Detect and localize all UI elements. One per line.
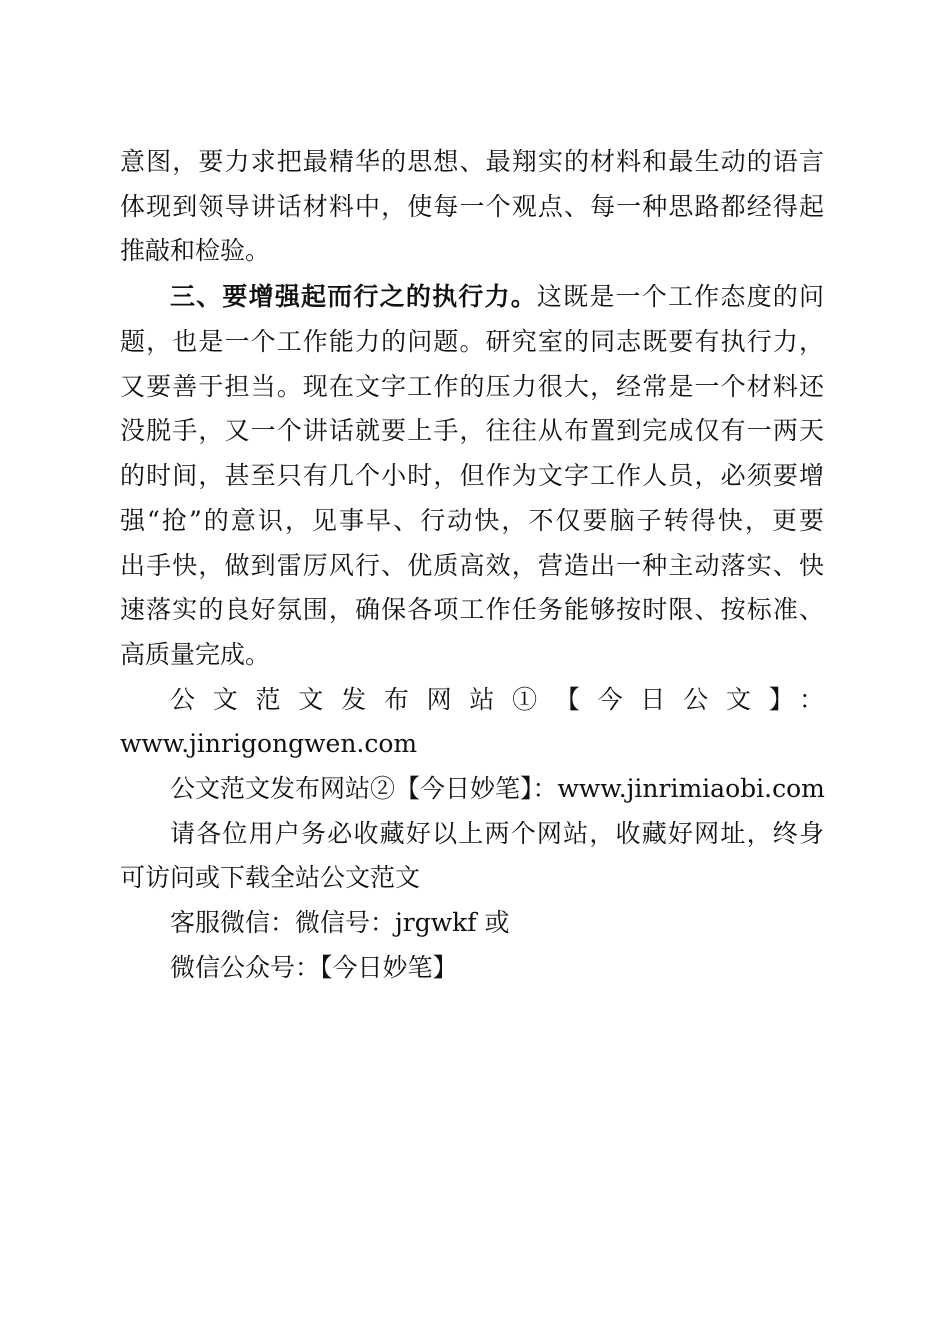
paragraph2-line8: 速落实的良好氛围，确保各项工作任务能够按时限、按标准、	[120, 595, 824, 624]
paragraph2-line7: 出手快，做到雷厉风行、优质高效，营造出一种主动落实、快	[120, 551, 824, 580]
paragraph2-line5: 的时间，甚至只有几个小时，但作为文字工作人员，必须要增	[120, 461, 824, 490]
service-line: 客服微信：微信号：jrgwkf 或	[170, 908, 510, 937]
paragraph1-line2: 体现到领导讲话材料中，使每一个观点、每一种思路都经得起	[120, 192, 824, 221]
site2-line[interactable]: 公文范文发布网站②【今日妙笔】：www.jinrimiaobi.com	[170, 774, 825, 803]
paragraph2-line9: 高质量完成。	[120, 640, 271, 669]
paragraph2-line1-text: 这既是一个工作态度的问	[536, 282, 824, 311]
notice-line1: 请各位用户务必收藏好以上两个网站，收藏好网址，终身	[170, 819, 824, 848]
notice-line2: 可访问或下载全站公文范文	[120, 863, 421, 892]
site1-url[interactable]: www.jinrigongwen.com	[120, 729, 418, 758]
paragraph1-line3: 推敲和检验。	[120, 236, 271, 265]
section-heading: 三、要增强起而行之的执行力。	[170, 282, 537, 311]
paragraph1-line1: 意图，要力求把最精华的思想、最翔实的材料和最生动的语言	[120, 147, 824, 176]
paragraph2-line6: 强“抢”的意识，见事早、行动快，不仅要脑子转得快，更要	[120, 506, 824, 535]
paragraph2-line3: 又要善于担当。现在文字工作的压力很大，经常是一个材料还	[120, 372, 824, 401]
site1-line1: 公文范文发布网站①【今日公文】：	[170, 685, 824, 714]
wechat-line: 微信公众号：【今日妙笔】	[170, 953, 458, 982]
paragraph2-line2: 题，也是一个工作能力的问题。研究室的同志既要有执行力，	[120, 327, 824, 356]
paragraph2-line1	[170, 277, 824, 317]
paragraph2-line4: 没脱手，又一个讲话就要上手，往往从布置到完成仅有一两天	[120, 416, 824, 445]
